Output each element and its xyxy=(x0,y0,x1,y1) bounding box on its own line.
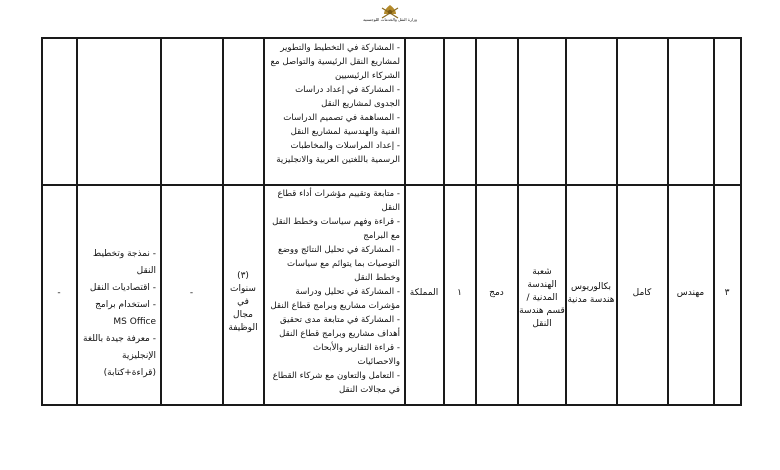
table-border-top xyxy=(41,37,741,39)
task-item: - المشاركة في تحليل النتائج ووضع التوصيات بما يتوائم مع سياسات وخطط النقل xyxy=(278,245,400,283)
col-line xyxy=(616,37,618,406)
col-line xyxy=(263,37,265,406)
qualification: بكالوريوس هندسة مدنية xyxy=(567,282,615,305)
table-border-bottom xyxy=(41,404,741,406)
job-title: مهندس xyxy=(676,288,705,298)
training: - xyxy=(189,288,194,298)
col-line xyxy=(41,37,43,406)
specialization: شعبة الهندسة المدنية / قسم هندسة النقل xyxy=(519,267,565,329)
col-line xyxy=(475,37,477,406)
row-divider xyxy=(41,184,741,186)
task-item: - المشاركة في التخطيط والتطوير لمشاريع النقل الرئيسية والتواصل مع الشركاء الرئيسيين xyxy=(270,43,400,81)
col-line xyxy=(160,37,162,406)
skills-cell xyxy=(80,246,156,382)
tasks-cell-main xyxy=(268,187,400,397)
task-item: - المشاركة في تحليل ودراسة مؤشرات مشاريع وبرامج قطاع النقل xyxy=(270,287,400,311)
task-item: - المشاركة في متابعة مدى تحقيق أهداف مشاريع وبرامج قطاع النقل xyxy=(279,315,400,339)
emblem-caption: وزارة النقل والخدمات اللوجستية xyxy=(363,17,417,22)
skill-item: - معرفة جيدة باللغة الإنجليزية (قراءة+كتابة) xyxy=(83,334,156,378)
location: المملكة xyxy=(409,288,439,298)
skill-item: - اقتصاديات النقل xyxy=(89,283,156,293)
task-item: - إعداد المراسلات والمخاطبات الرسمية باللغتين العربية والانجليزية xyxy=(276,141,400,165)
col-line xyxy=(404,37,406,406)
experience: (٣) سنوات في مجال الوظيفة xyxy=(228,271,258,333)
skill-item: - استخدام برامج MS Office xyxy=(95,300,156,327)
task-item: - قراءة التقارير والأبحاث والاحصائيات xyxy=(312,343,400,367)
task-item: - المشاركة في إعداد دراسات الجدوى لمشاريع النقل xyxy=(295,85,400,109)
tasks-cell-top xyxy=(268,41,400,167)
col-line xyxy=(713,37,715,406)
col-line xyxy=(222,37,224,406)
col-line xyxy=(517,37,519,406)
table-border-right xyxy=(740,37,742,406)
skill-item: - نمذجة وتخطيط النقل xyxy=(92,249,156,276)
col-line xyxy=(565,37,567,406)
task-item: - التعامل والتعاون مع شركاء القطاع في مجالات النقل xyxy=(272,371,400,395)
task-item: - متابعة وتقييم مؤشرات أداء قطاع النقل xyxy=(277,189,400,213)
task-item: - قراءة وفهم سياسات وخطط النقل مع البرامج xyxy=(272,217,400,241)
col-line xyxy=(76,37,78,406)
category: دمج xyxy=(489,288,504,298)
notes: - xyxy=(57,288,61,298)
col-line xyxy=(667,37,669,406)
col-line xyxy=(443,37,445,406)
task-item: - المساهمة في تصميم الدراسات الفنية والهندسية لمشاريع النقل xyxy=(283,113,400,137)
employment-type: كامل xyxy=(632,288,652,298)
row-index: ٣ xyxy=(724,288,730,298)
vacancy-count: ١ xyxy=(457,288,462,298)
